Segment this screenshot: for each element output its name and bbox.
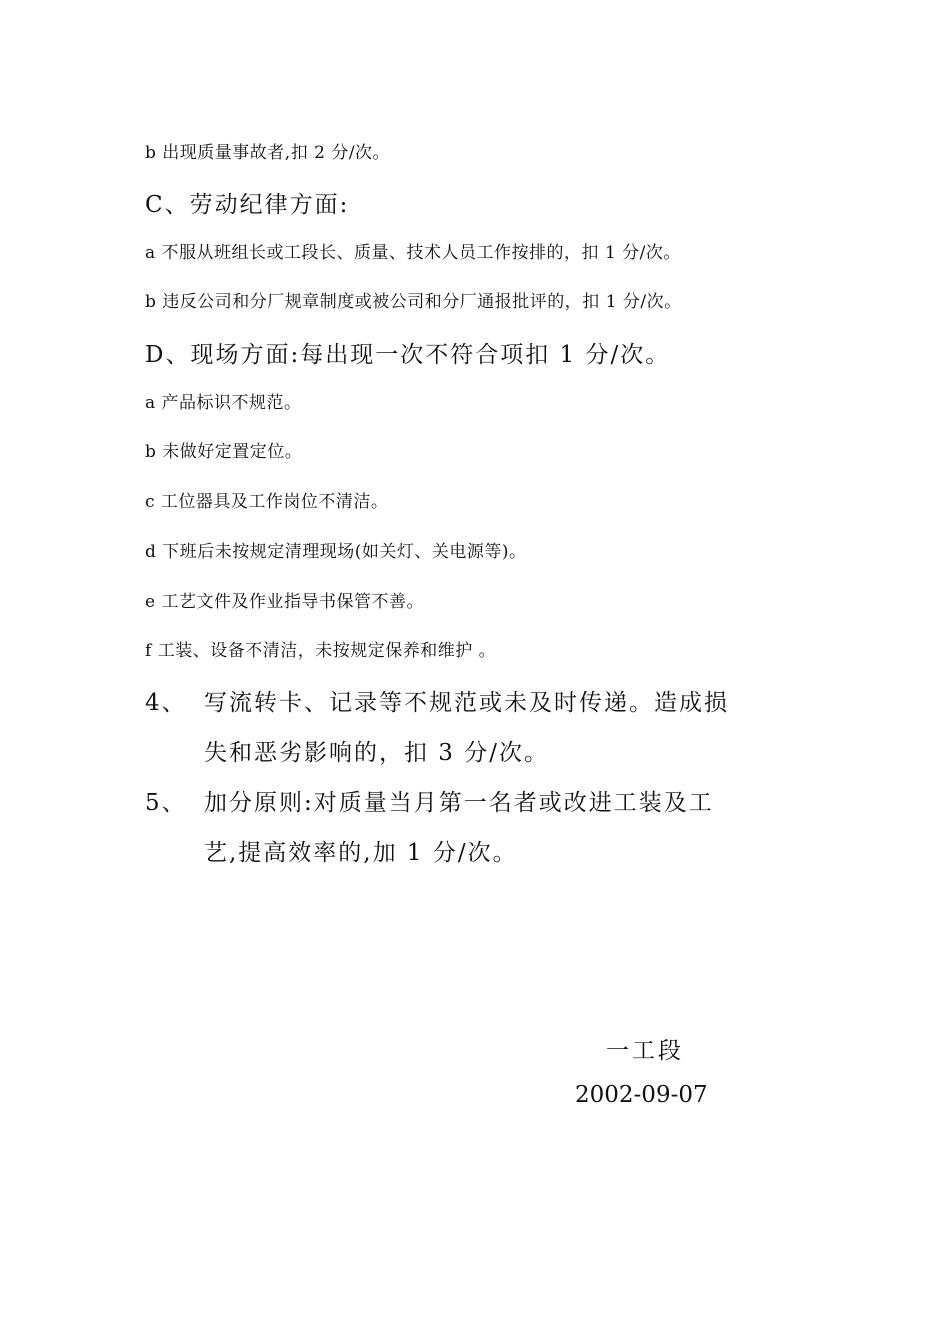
heading-on-site: D、现场方面:每出现一次不符合项扣 1 分/次。 — [145, 342, 671, 368]
rule-d-f: f 工装、设备不清洁，未按规定保养和维护 。 — [145, 641, 497, 661]
item-number: 5、 — [145, 790, 187, 816]
heading-labor-discipline: C、劳动纪律方面: — [145, 192, 350, 218]
item-number: 4、 — [145, 690, 187, 716]
rule-d-d: d 下班后未按规定清理现场(如关灯、关电源等)。 — [145, 542, 527, 562]
rule-c-b: b 违反公司和分厂规章制度或被公司和分厂通报批评的，扣 1 分/次。 — [145, 292, 682, 312]
rule-d-b: b 未做好定置定位。 — [145, 442, 303, 462]
rule-d-a: a 产品标识不规范。 — [145, 393, 302, 413]
signature-date: 2002-09-07 — [575, 1082, 708, 1108]
item-4-continuation: 失和恶劣影响的，扣 3 分/次。 — [204, 740, 550, 766]
signature-department: 一工段 — [606, 1038, 684, 1064]
rule-b-quality-accident: b 出现质量事故者,扣 2 分/次。 — [145, 143, 391, 163]
rule-d-c: c 工位器具及工作岗位不清洁。 — [145, 492, 389, 512]
item-text-line: 写流转卡、记录等不规范或未及时传递。造成损 — [204, 690, 729, 716]
rule-c-a: a 不服从班组长或工段长、质量、技术人员工作按排的，扣 1 分/次。 — [145, 243, 681, 263]
rule-d-e: e 工艺文件及作业指导书保管不善。 — [145, 592, 424, 612]
item-5-continuation: 艺,提高效率的,加 1 分/次。 — [204, 840, 518, 866]
item-text-line: 加分原则:对质量当月第一名者或改进工装及工 — [204, 790, 714, 816]
